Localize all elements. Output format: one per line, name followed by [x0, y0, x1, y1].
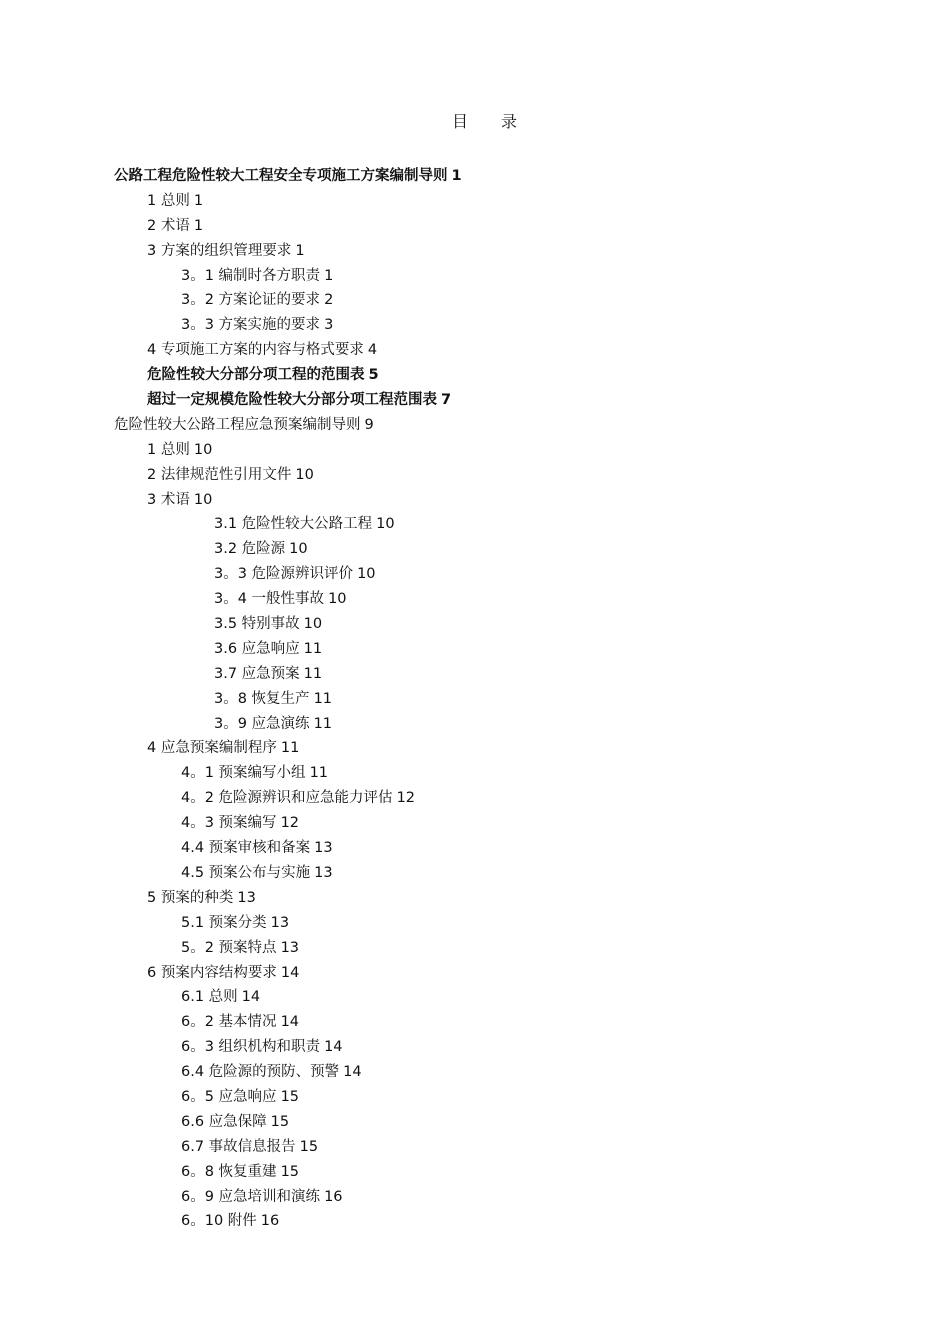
toc-page-number: 13 — [270, 914, 290, 931]
toc-entry-title: 6.1 总则 — [181, 989, 238, 1006]
toc-entry-title: 4。1 预案编写小组 — [181, 765, 306, 782]
toc-page-number: 13 — [314, 864, 333, 881]
toc-entry[interactable] — [0, 264, 950, 289]
toc-page-number: 15 — [280, 1163, 300, 1180]
toc-entry-title: 3。8 恢复生产 — [214, 690, 310, 707]
toc-page-number: 10 — [295, 466, 314, 483]
toc-entry-title: 5 预案的种类 — [147, 889, 234, 906]
toc-entry[interactable] — [0, 911, 950, 936]
toc-entry-title: 4.5 预案公布与实施 — [181, 864, 311, 881]
toc-entry-title: 4 应急预案编制程序 — [147, 740, 277, 757]
toc-page-number: 15 — [299, 1138, 319, 1155]
toc-page-number: 10 — [357, 566, 376, 583]
toc-page-number: 1 — [193, 217, 204, 234]
toc-entry-title: 4.4 预案审核和备案 — [181, 840, 311, 857]
toc-page-number: 11 — [309, 765, 329, 782]
toc-entry-title: 4。2 危险源辨识和应急能力评估 — [181, 790, 393, 807]
toc-entry-title: 6。10 附件 — [181, 1213, 257, 1230]
toc-page-number: 12 — [396, 790, 416, 807]
toc-entry[interactable] — [0, 612, 950, 637]
toc-entry[interactable] — [0, 936, 950, 961]
toc-page-number: 16 — [260, 1213, 280, 1230]
toc-entry-title: 2 术语 — [147, 217, 190, 234]
toc-page-number: 1 — [324, 267, 334, 284]
toc-entry-title: 1 总则 — [147, 441, 190, 458]
toc-entry-title: 6。8 恢复重建 — [181, 1163, 277, 1180]
toc-page-number: 1 — [193, 192, 204, 209]
toc-page-number: 11 — [313, 715, 333, 732]
toc-page-number: 14 — [280, 964, 300, 981]
table-of-contents — [0, 164, 950, 1234]
toc-page-number: 16 — [324, 1188, 343, 1205]
toc-entry[interactable] — [0, 388, 950, 413]
toc-entry-title: 3。4 一般性事故 — [214, 591, 325, 608]
toc-entry-title: 6。2 基本情况 — [181, 1014, 277, 1031]
toc-entry[interactable] — [0, 886, 950, 911]
toc-entry[interactable] — [0, 363, 950, 388]
toc-page-number: 10 — [328, 591, 347, 608]
toc-page-number: 3 — [324, 317, 334, 334]
toc-entry-title: 3。2 方案论证的要求 — [181, 292, 321, 309]
toc-entry-title: 3.7 应急预案 — [214, 665, 300, 682]
toc-entry[interactable] — [0, 438, 950, 463]
toc-entry[interactable] — [0, 537, 950, 562]
toc-entry-title: 1 总则 — [147, 192, 190, 209]
toc-entry-title: 6.6 应急保障 — [181, 1113, 267, 1130]
toc-entry-title: 6.4 危险源的预防、预警 — [181, 1064, 340, 1081]
toc-entry[interactable] — [0, 961, 950, 986]
toc-entry-title: 3。9 应急演练 — [214, 715, 310, 732]
toc-page-number: 15 — [280, 1088, 300, 1105]
toc-page-number: 14 — [280, 1014, 300, 1031]
toc-page-number: 10 — [376, 516, 395, 533]
toc-entry-title: 3。1 编制时各方职责 — [181, 267, 321, 284]
toc-entry-title: 4。3 预案编写 — [181, 815, 277, 832]
toc-entry-title: 5.1 预案分类 — [181, 914, 267, 931]
toc-entry[interactable] — [0, 985, 950, 1010]
toc-entry[interactable] — [0, 1209, 950, 1234]
toc-entry-title: 3.6 应急响应 — [214, 640, 300, 657]
toc-entry-title: 危险性较大分部分项工程的范围表 — [147, 367, 365, 384]
toc-entry-title: 3 方案的组织管理要求 — [147, 242, 292, 259]
toc-entry[interactable] — [0, 1085, 950, 1110]
toc-entry-title: 3.2 危险源 — [214, 541, 286, 558]
toc-entry[interactable] — [0, 1010, 950, 1035]
toc-entry-title: 2 法律规范性引用文件 — [147, 466, 292, 483]
toc-page-number: 11 — [313, 690, 333, 707]
toc-entry[interactable] — [0, 214, 950, 239]
toc-entry[interactable] — [0, 488, 950, 513]
toc-entry[interactable] — [0, 189, 950, 214]
toc-entry[interactable] — [0, 1185, 950, 1210]
toc-entry[interactable] — [0, 811, 950, 836]
toc-entry[interactable] — [0, 1160, 950, 1185]
toc-page-number: 13 — [314, 840, 333, 857]
toc-entry[interactable] — [0, 164, 950, 189]
toc-entry[interactable] — [0, 463, 950, 488]
toc-page-number: 11 — [303, 665, 323, 682]
toc-page-number: 12 — [280, 815, 300, 832]
toc-entry-title: 6。5 应急响应 — [181, 1088, 277, 1105]
toc-page-number: 15 — [270, 1113, 290, 1130]
toc-page-number: 10 — [303, 616, 323, 633]
toc-entry-title: 6 预案内容结构要求 — [147, 964, 277, 981]
toc-entry[interactable] — [0, 662, 950, 687]
toc-entry-title: 6。3 组织机构和职责 — [181, 1039, 321, 1056]
toc-page-number: 4 — [367, 342, 378, 359]
toc-entry[interactable] — [0, 512, 950, 537]
toc-entry-title: 3.5 特别事故 — [214, 616, 300, 633]
toc-page-number: 2 — [324, 292, 334, 309]
toc-entry[interactable] — [0, 861, 950, 886]
toc-entry-title: 6.7 事故信息报告 — [181, 1138, 296, 1155]
toc-entry[interactable] — [0, 761, 950, 786]
toc-entry-title: 3.1 危险性较大公路工程 — [214, 516, 373, 533]
toc-entry[interactable] — [0, 587, 950, 612]
toc-entry[interactable] — [0, 736, 950, 761]
toc-page-number: 10 — [289, 541, 308, 558]
toc-entry[interactable] — [0, 413, 950, 438]
toc-page-number: 14 — [241, 989, 261, 1006]
toc-entry[interactable] — [0, 1060, 950, 1085]
toc-entry-title: 公路工程危险性较大工程安全专项施工方案编制导则 — [114, 168, 448, 184]
toc-entry-title: 5。2 预案特点 — [181, 939, 277, 956]
toc-entry[interactable] — [0, 239, 950, 264]
toc-entry[interactable] — [0, 836, 950, 861]
toc-entry[interactable] — [0, 1035, 950, 1060]
toc-page-number: 1 — [295, 242, 305, 259]
toc-page-number: 11 — [303, 640, 323, 657]
toc-page-number: 11 — [280, 740, 300, 757]
toc-entry[interactable] — [0, 288, 950, 313]
toc-page-number: 10 — [193, 491, 213, 508]
toc-entry[interactable] — [0, 637, 950, 662]
toc-entry[interactable] — [0, 1135, 950, 1160]
toc-entry[interactable] — [0, 712, 950, 737]
toc-page-number: 9 — [364, 416, 374, 433]
toc-page-number: 13 — [280, 939, 300, 956]
toc-page-number: 14 — [343, 1064, 362, 1081]
toc-page-number: 1 — [451, 168, 462, 184]
toc-entry[interactable] — [0, 1110, 950, 1135]
toc-entry-title: 危险性较大公路工程应急预案编制导则 — [114, 416, 361, 433]
toc-entry[interactable] — [0, 687, 950, 712]
toc-entry-title: 4 专项施工方案的内容与格式要求 — [147, 342, 364, 359]
toc-page-number: 7 — [441, 392, 452, 409]
toc-entry[interactable] — [0, 786, 950, 811]
toc-entry[interactable] — [0, 338, 950, 363]
toc-page-number: 13 — [237, 889, 256, 906]
toc-entry-title: 3。3 危险源辨识评价 — [214, 566, 354, 583]
toc-page-number: 10 — [193, 441, 213, 458]
toc-entry-title: 3。3 方案实施的要求 — [181, 317, 321, 334]
toc-entry[interactable] — [0, 313, 950, 338]
toc-entry-title: 3 术语 — [147, 491, 190, 508]
toc-page-number: 14 — [324, 1039, 343, 1056]
toc-page-number: 5 — [368, 367, 379, 384]
toc-title: 目 录 — [451, 112, 532, 131]
toc-entry-title: 6。9 应急培训和演练 — [181, 1188, 321, 1205]
toc-entry-title: 超过一定规模危险性较大分部分项工程范围表 — [147, 392, 437, 409]
toc-entry[interactable] — [0, 562, 950, 587]
